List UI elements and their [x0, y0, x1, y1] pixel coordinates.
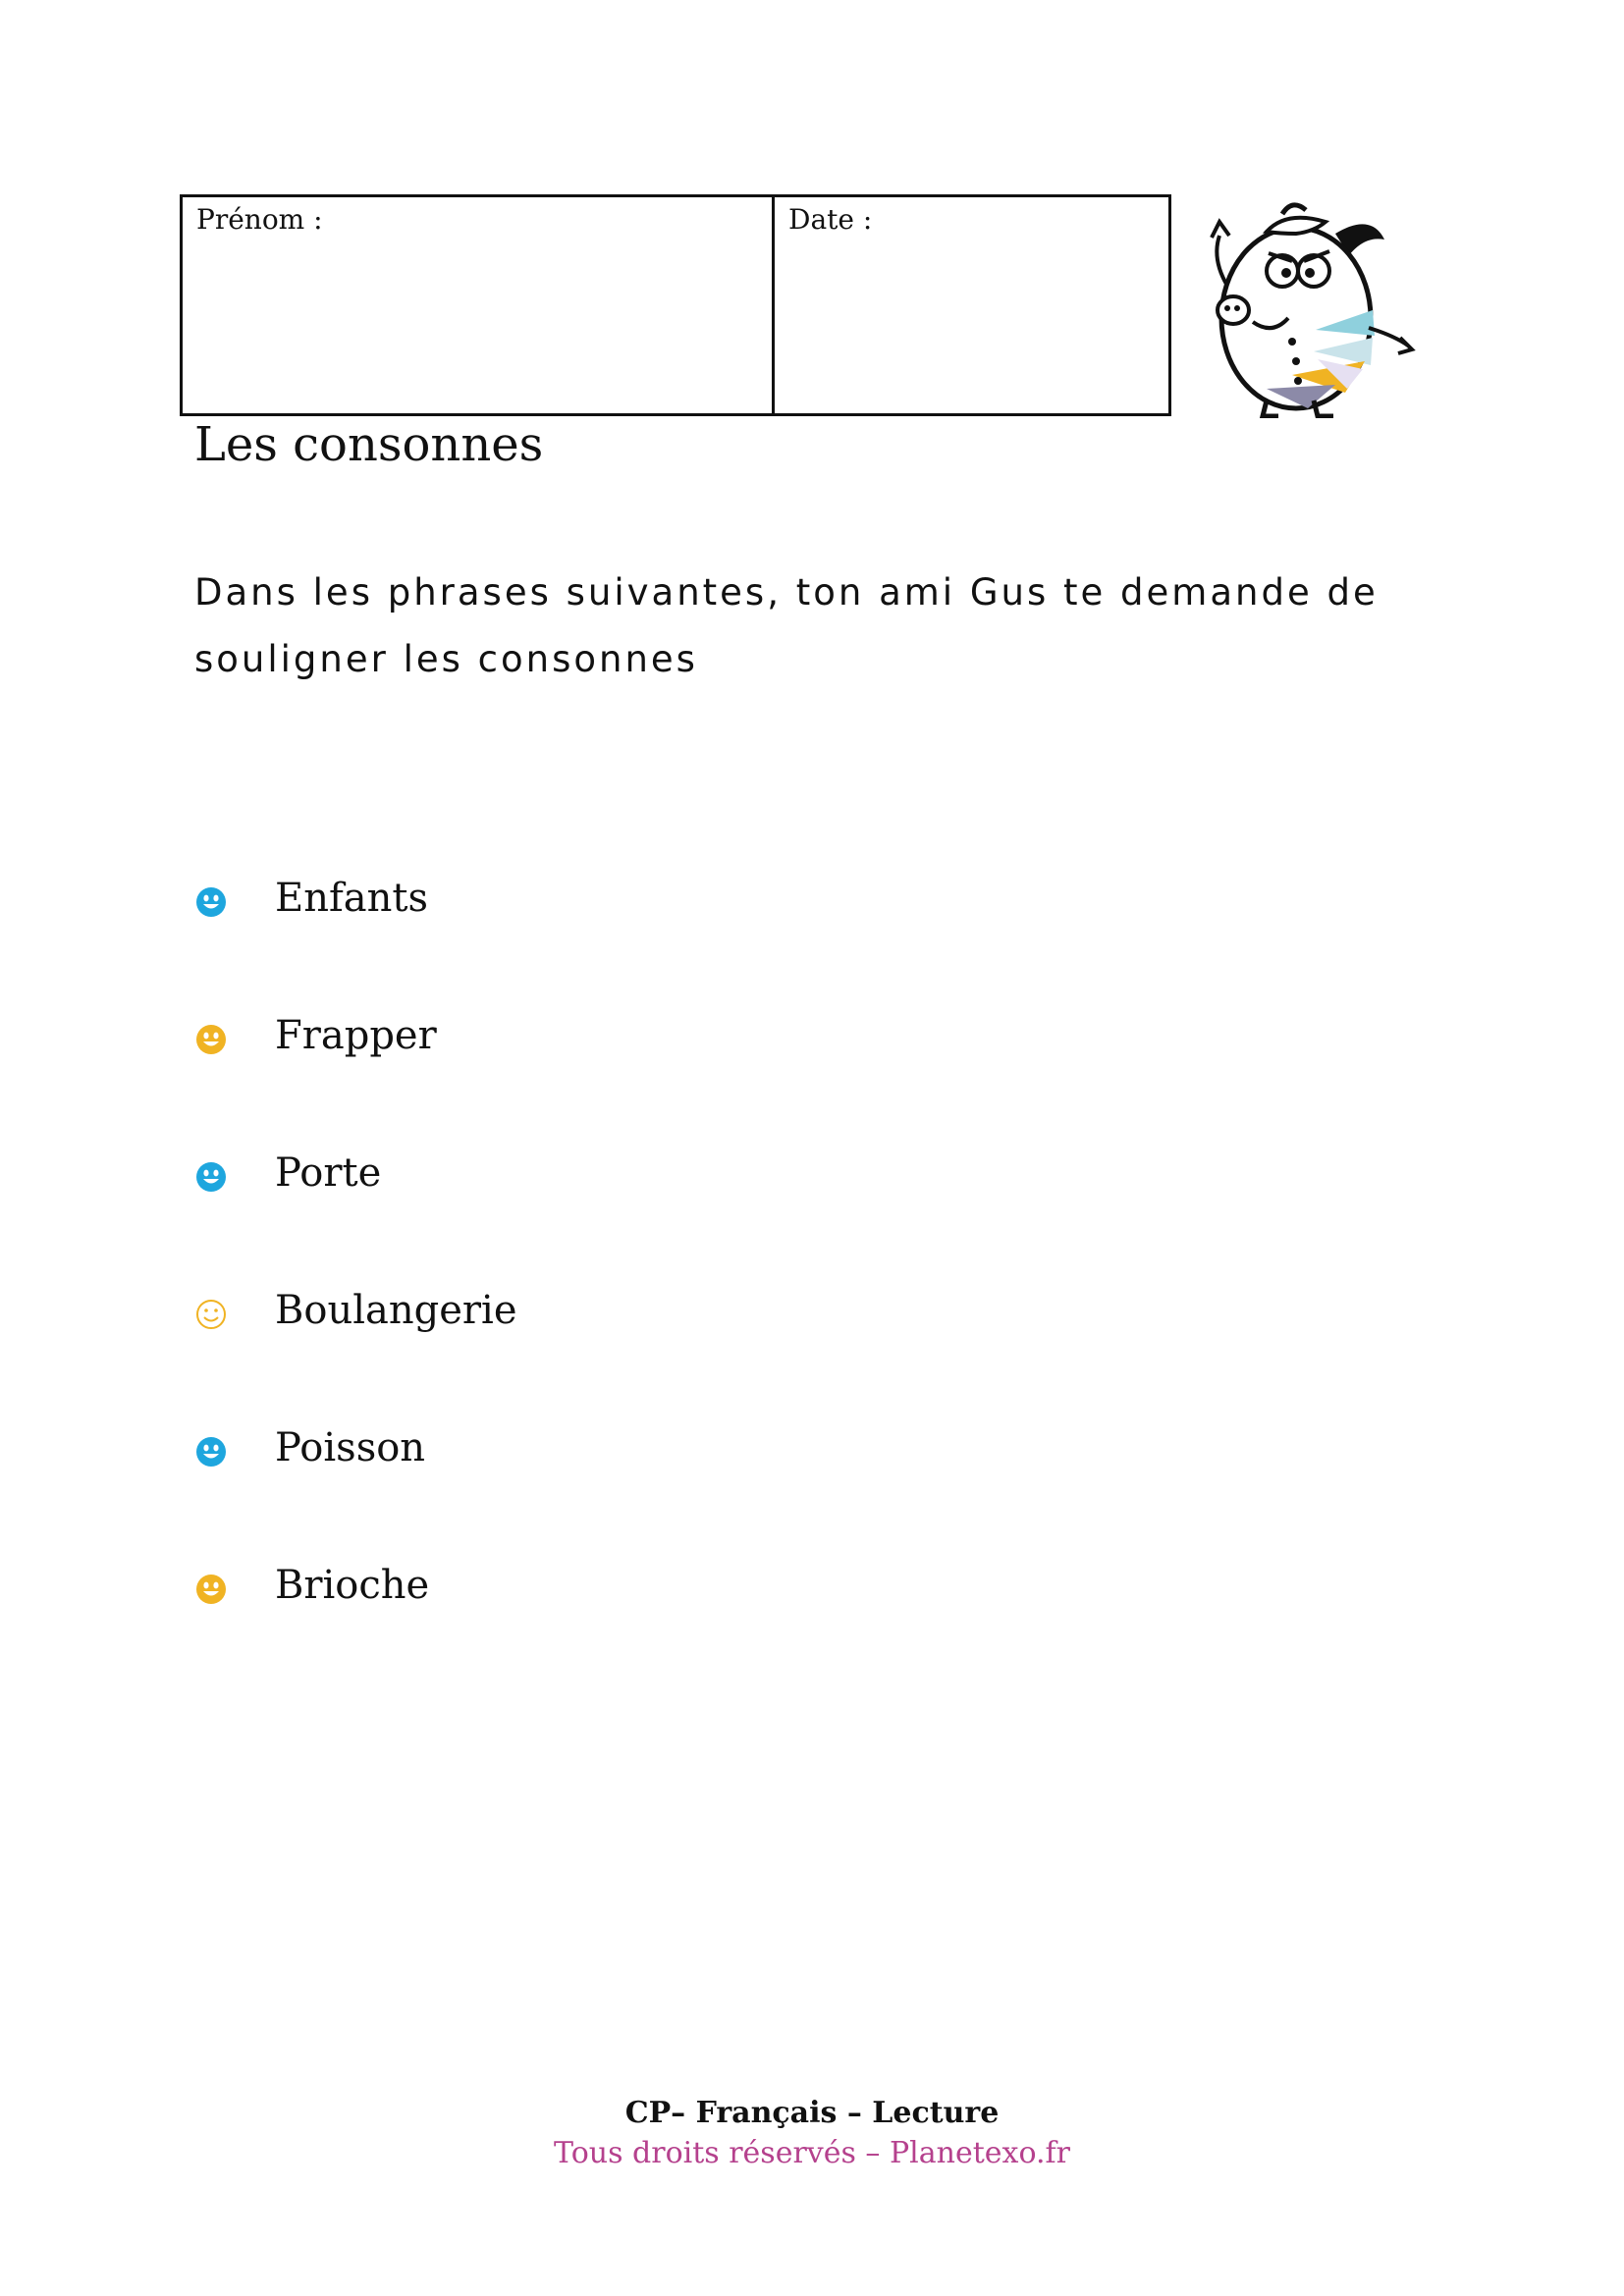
word-text: Frapper — [275, 1013, 437, 1058]
footer-subject: CP– Français – Lecture — [624, 2096, 1000, 2130]
smiley-icon — [194, 1573, 228, 1606]
smiley-icon — [194, 1298, 228, 1331]
prenom-field[interactable] — [182, 196, 774, 415]
student-info-table — [180, 194, 1171, 416]
footer-copyright: Tous droits réservés – Planetexo.fr — [554, 2136, 1070, 2170]
prenom-label: Prénom : — [196, 203, 323, 236]
word-text: Enfants — [275, 876, 428, 921]
smiley-icon — [194, 1435, 228, 1468]
date-field[interactable] — [774, 196, 1170, 415]
date-label: Date : — [788, 203, 873, 236]
word-text: Boulangerie — [275, 1288, 517, 1333]
word-text: Brioche — [275, 1563, 430, 1608]
word-text: Porte — [275, 1150, 382, 1196]
word-text: Poisson — [275, 1425, 426, 1470]
smiley-icon — [194, 1160, 228, 1194]
worksheet-title: Les consonnes — [194, 417, 544, 472]
sheep-mascot-icon — [1198, 192, 1416, 418]
smiley-icon — [194, 885, 228, 919]
instruction-text: Dans les phrases suivantes, ton ami Gus te demande de souligner les consonnes — [194, 571, 1379, 680]
smiley-icon — [194, 1023, 228, 1056]
